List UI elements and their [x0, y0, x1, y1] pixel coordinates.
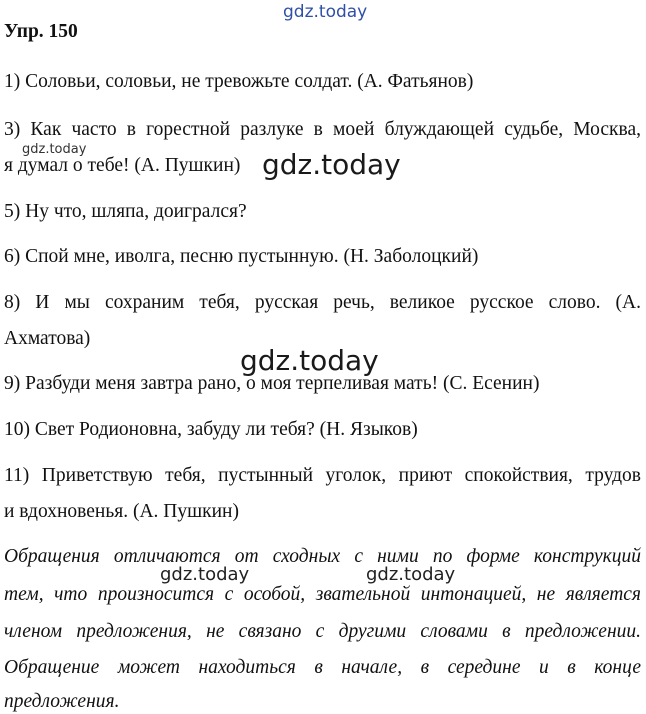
sentence-9: 9) Разбуди меня завтра рано, о моя терпеливая мать! (С. Есенин) [4, 373, 540, 394]
rule-line-4: Обращение может находиться в начале, в середине и в конце [4, 657, 641, 678]
sentence-8-line-1: 8) И мы сохраним тебя, русская речь, великое русское слово. (А. [4, 292, 641, 313]
sentence-1: 1) Соловьи, соловьи, не тревожьте солдат. (А. Фатьянов) [4, 71, 474, 92]
watermark-italic-2: gdz.today [366, 564, 456, 585]
sentence-8-line-2: Ахматова) [4, 328, 91, 349]
rule-line-3: членом предложения, не связано с другими словами в предложении. [4, 621, 641, 642]
watermark-large-2: gdz.today [240, 344, 379, 377]
sentence-5: 5) Ну что, шляпа, доигрался? [4, 201, 247, 222]
rule-line-2: тем, что произносится с особой, звательной интонацией, не является [4, 584, 641, 605]
watermark-top: gdz.today [283, 2, 368, 22]
watermark-large-1: gdz.today [262, 148, 401, 181]
sentence-6: 6) Спой мне, иволга, песню пустынную. (Н. Заболоцкий) [4, 246, 479, 267]
exercise-title: Упр. 150 [4, 21, 78, 42]
sentence-10: 10) Свет Родионовна, забуду ли тебя? (Н. Языков) [4, 419, 418, 440]
sentence-3-line-1: 3) Как часто в горестной разлуке в моей блуждающей судьбе, Москва, [4, 119, 641, 140]
watermark-small: gdz.today [22, 142, 87, 157]
rule-line-1: Обращения отличаются от сходных с ними по форме конструкций [4, 546, 641, 567]
sentence-3-line-2: я думал о тебе! (А. Пушкин) [4, 155, 241, 176]
sentence-11-line-1: 11) Приветствую тебя, пустынный уголок, приют спокойствия, трудов [4, 465, 641, 486]
watermark-italic-1: gdz.today [160, 564, 250, 585]
sentence-11-line-2: и вдохновенья. (А. Пушкин) [4, 501, 239, 522]
rule-line-5: предложения. [4, 691, 120, 712]
